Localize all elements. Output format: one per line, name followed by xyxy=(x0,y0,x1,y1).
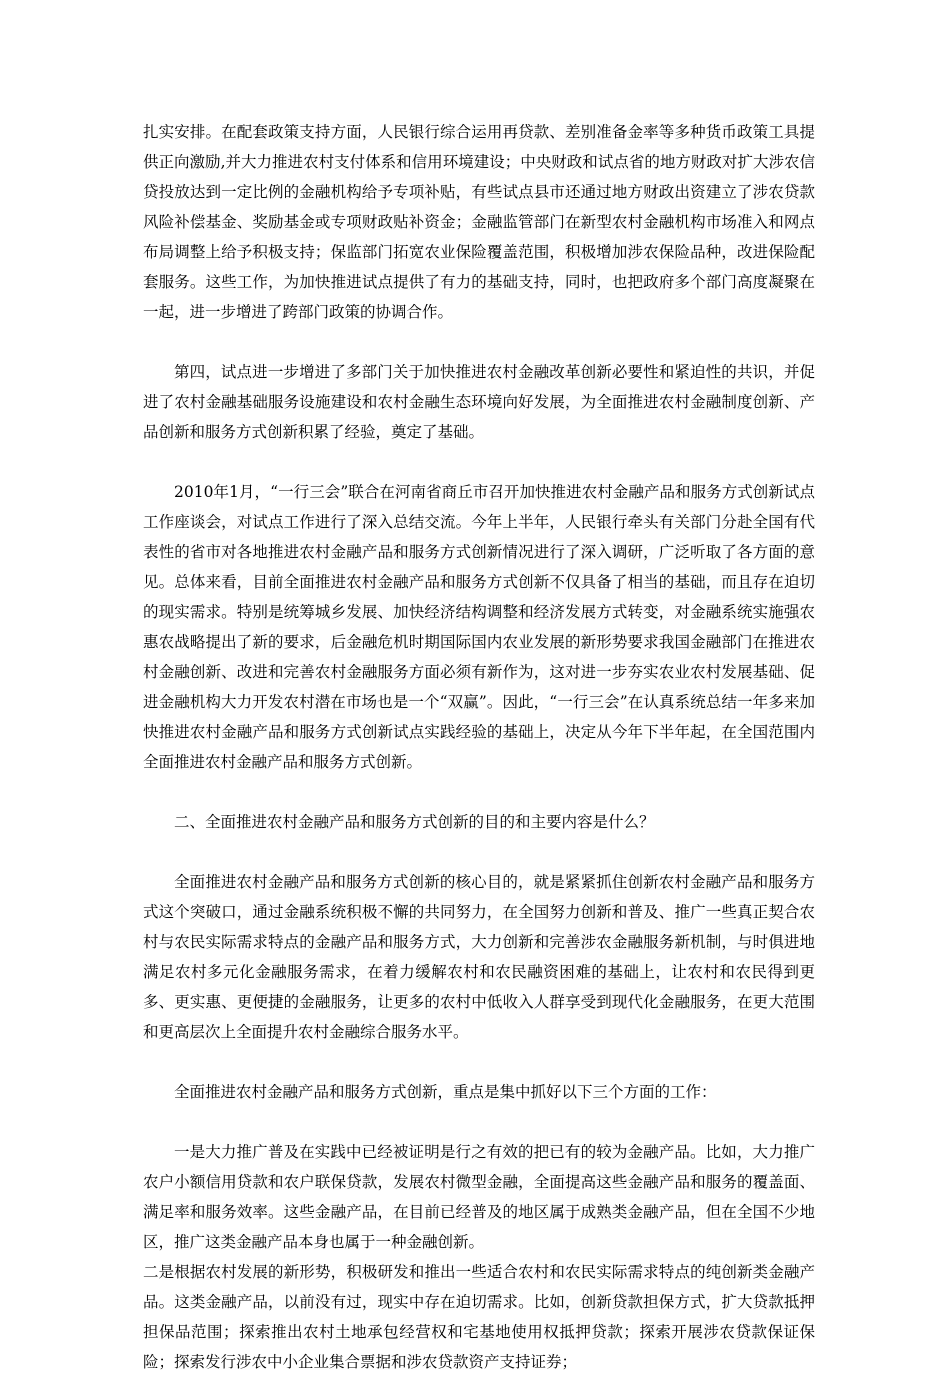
paragraph-three-aspects: 全面推进农村金融产品和服务方式创新，重点是集中抓好以下三个方面的工作： xyxy=(174,1083,717,1101)
document-page xyxy=(143,117,815,1377)
paragraph-first-aspect: 一是大力推广普及在实践中已经被证明是行之有效的把已有的较为金融产品。比如，大力推广农户小额信用贷款和农户联保贷款，发展农村微型金融，全面提高这些金融产品和服务的覆盖面、满足率和服务效率。这些金融产品，在目前已经普及的地区属于成熟类金融产品，但在全国不少地区，推广这类金融产品本身也属于一种金融创新。 xyxy=(143,1143,815,1251)
paragraph-core-purpose: 全面推进农村金融产品和服务方式创新的核心目的，就是紧紧抓住创新农村金融产品和服务方式这个突破口，通过金融系统积极不懈的共同努力，在全国努力创新和普及、推广一些真正契合农村与农民实际需求特点的金融产品和服务方式，大力创新和完善涉农金融服务新机制，与时俱进地满足农村多元化金融服务需求，在着力缓解农村和农民融资困难的基础上，让农村和农民得到更多、更实惠、更便捷的金融服务，让更多的农村中低收入人群享受到现代化金融服务，在更大范围和更高层次上全面提升农村金融综合服务水平。 xyxy=(143,873,815,1041)
paragraph-second-aspect: 二是根据农村发展的新形势，积极研发和推出一些适合农村和农民实际需求特点的纯创新类金融产品。这类金融产品，以前没有过，现实中存在迫切需求。比如，创新贷款担保方式，扩大贷款抵押担保品范围；探索推出农村土地承包经营权和宅基地使用权抵押贷款；探索开展涉农贷款保证保险；探索发行涉农中小企业集合票据和涉农贷款资产支持证券； xyxy=(143,1263,815,1371)
section-heading-question-two: 二、全面推进农村金融产品和服务方式创新的目的和主要内容是什么？ xyxy=(174,813,655,831)
paragraph-fourth-point: 第四，试点进一步增进了多部门关于加快推进农村金融改革创新必要性和紧迫性的共识，并促进了农村金融基础服务设施建设和农村金融生态环境向好发展，为全面推进农村金融制度创新、产品创新和服务方式创新积累了经验，奠定了基础。 xyxy=(143,363,815,441)
paragraph-policy-support: 扎实安排。在配套政策支持方面，人民银行综合运用再贷款、差别准备金率等多种货币政策工具提供正向激励,并大力推进农村支付体系和信用环境建设；中央财政和试点省的地方财政对扩大涉农信贷投放达到一定比例的金融机构给予专项补贴，有些试点县市还通过地方财政出资建立了涉农贷款风险补偿基金、奖励基金或专项财政贴补资金；金融监管部门在新型农村金融机构市场准入和网点布局调整上给予积极支持；保监部门拓宽农业保险覆盖范围，积极增加涉农保险品种，改进保险配套服务。这些工作，为加快推进试点提供了有力的基础支持，同时，也把政府多个部门高度凝聚在一起，进一步增进了跨部门政策的协调合作。 xyxy=(143,123,815,321)
paragraph-2010-meeting: 2010年1月，“一行三会”联合在河南省商丘市召开加快推进农村金融产品和服务方式创新试点工作座谈会，对试点工作进行了深入总结交流。今年上半年，人民银行牵头有关部门分赴全国有代表性的省市对各地推进农村金融产品和服务方式创新情况进行了深入调研，广泛听取了各方面的意见。总体来看，目前全面推进农村金融产品和服务方式创新不仅具备了相当的基础，而且存在迫切的现实需求。特别是统筹城乡发展、加快经济结构调整和经济发展方式转变，对金融系统实施强农惠农战略提出了新的要求，后金融危机时期国际国内农业发展的新形势要求我国金融部门在推进农村金融创新、改进和完善农村金融服务方面必须有新作为，这对进一步夯实农业农村发展基础、促进金融机构大力开发农村潜在市场也是一个“双赢”。因此，“一行三会”在认真系统总结一年多来加快推进农村金融产品和服务方式创新试点实践经验的基础上，决定从今年下半年起，在全国范围内全面推进农村金融产品和服务方式创新。 xyxy=(143,483,815,771)
